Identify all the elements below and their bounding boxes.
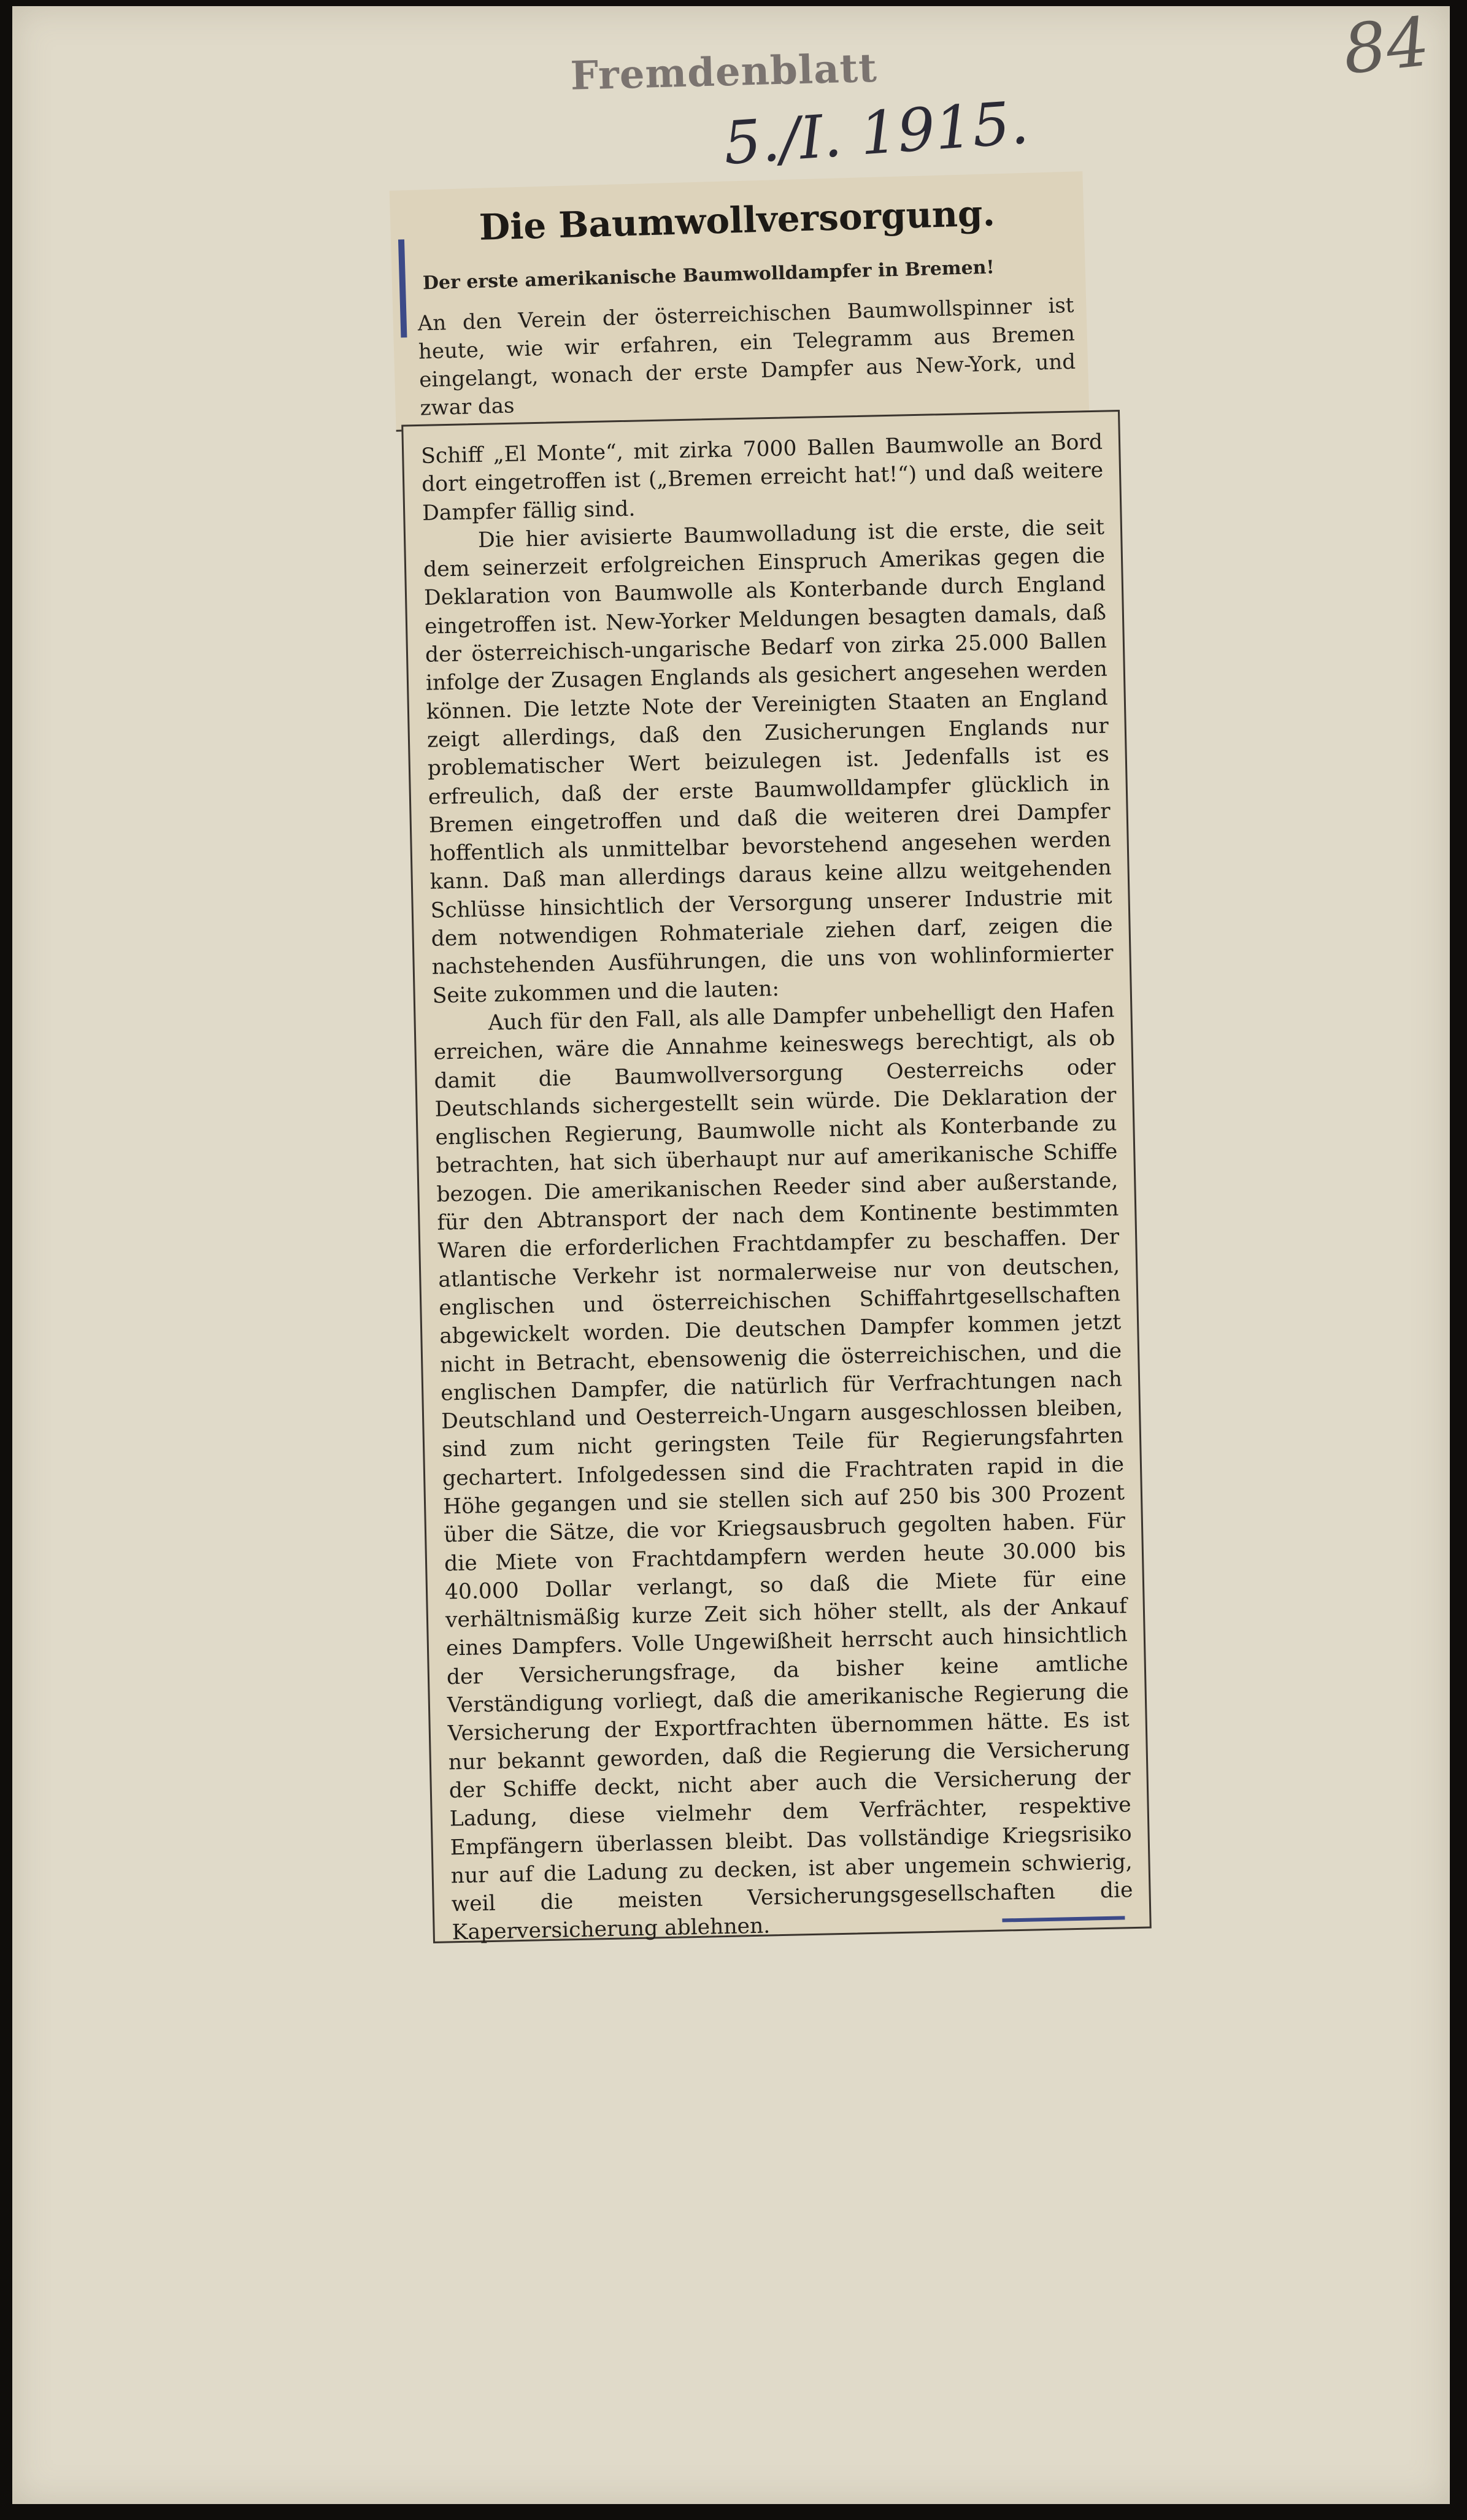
archive-sheet [12, 2, 1450, 2504]
paragraph: Schiff „El Monte“, mit zirka 7000 Ballen Baumwolle an Bord dort eingetroffen ist („Bremen erreicht hat!“) und daß weitere Dampfer fällig sind. [420, 429, 1104, 526]
clipping-header [390, 171, 1090, 431]
folio-number: 84 [1339, 2, 1433, 90]
paragraph: Die hier avisierte Baumwolladung ist die erste, die seit dem seinerzeit erfolgreichen Einspruch Amerikas gegen die Deklaration von Baumwolle als Konterbande durch England eingetroffen ist. New-Yorker Meldungen besagten damals, daß der österreichisch-ungarische Bedarf von zirka 25.000 Ballen infolge der Zusagen Englands als gesichert angesehen werden können. Die letzte Note der Vereinigten Staaten an England zeigt allerdings, daß den Zusicherungen Englands nur problematischer Wert beizulegen ist. Jedenfalls ist es erfreulich, daß der erste Baumwolldampfer glücklich in Bremen eingetroffen und daß die weiteren drei Dampfer hoffentlich als unmittelbar bevorstehend angesehen werden kann. Daß man allerdings daraus keine allzu weitgehenden Schlüsse hinsichtlich der Versorgung unserer Industrie mit dem notwendigen Rohmateriale ziehen darf, zeigen die nachstehenden Ausführungen, die uns von wohlinformierter Seite zukommen und die lauten: [423, 515, 1114, 1008]
newspaper-name-stamp: Fremdenblatt [569, 45, 878, 99]
article-lead-text: An den Verein der österreichischen Baumwollspinner ist heute, wie wir erfahren, ein Telegramm aus Bremen eingelangt, wonach der erste Dampfer aus New-York, und zwar das [417, 293, 1076, 421]
article-body [421, 428, 1134, 1947]
clipping-body [401, 410, 1152, 1943]
paragraph: Auch für den Fall, als alle Dampfer unbehelligt den Hafen erreichen, wäre die Annahme keineswegs berechtigt, als ob damit die Baumwollversorgung Oesterreichs oder Deutschlands sichergestellt sein würde. Die Deklaration der englischen Regierung, Baumwolle nicht als Konterbande zu betrachten, hat sich überhaupt nur auf amerikanische Schiffe bezogen. Die amerikanischen Reeder sind aber außerstande, für den Abtransport der nach dem Kontinente bestimmten Waren die erforderlichen Frachtdampfer zu beschaffen. Der atlantische Verkehr ist normalerweise nur von deutschen, englischen und österreichischen Schiffahrtgesellschaften abgewickelt worden. Die deutschen Dampfer kommen jetzt nicht in Betracht, ebensowenig die österreichischen, und die englischen Dampfer, die natürlich für Verfrachtungen nach Deutschland und Oesterreich-Ungarn ausgeschlossen bleiben, sind zum nicht geringsten Teile für Regierungsfahrten gechartert. Infolgedessen sind die Frachtraten rapid in die Höhe gegangen und sie stellen sich auf 250 bis 300 Prozent über die Sätze, die vor Kriegsausbruch gegolten haben. Für die Miete von Frachtdampfern werden heute 30.000 bis 40.000 Dollar verlangt, so daß die Miete für eine verhältnismäßig kurze Zeit sich höher stellt, als der Ankauf eines Dampfers. Volle Ungewißheit herrscht auch hinsichtlich der Versicherungsfrage, da bisher keine amtliche Verständigung vorliegt, daß die amerikanische Regierung die Versicherung der Exportfrachten übernommen hätte. Es ist nur bekannt geworden, daß die Regierung die Versicherung der Schiffe deckt, nicht aber auch die Versicherung der Ladung, diese vielmehr dem Verfrächter, respektive Empfängern überlassen bleibt. Das vollständige Kriegsrisiko nur auf die Ladung zu decken, ist aber ungemein schwierig, weil die meisten Versicherungsgesellschaften die Kaperversicherung ablehnen. [433, 997, 1133, 1945]
article-subheadline: Der erste amerikanische Baumwolldampfer in Bremen! [422, 256, 995, 294]
article-headline: Die Baumwollversorgung. [479, 192, 996, 248]
handwritten-date: 5./I. 1915. [721, 88, 1031, 179]
